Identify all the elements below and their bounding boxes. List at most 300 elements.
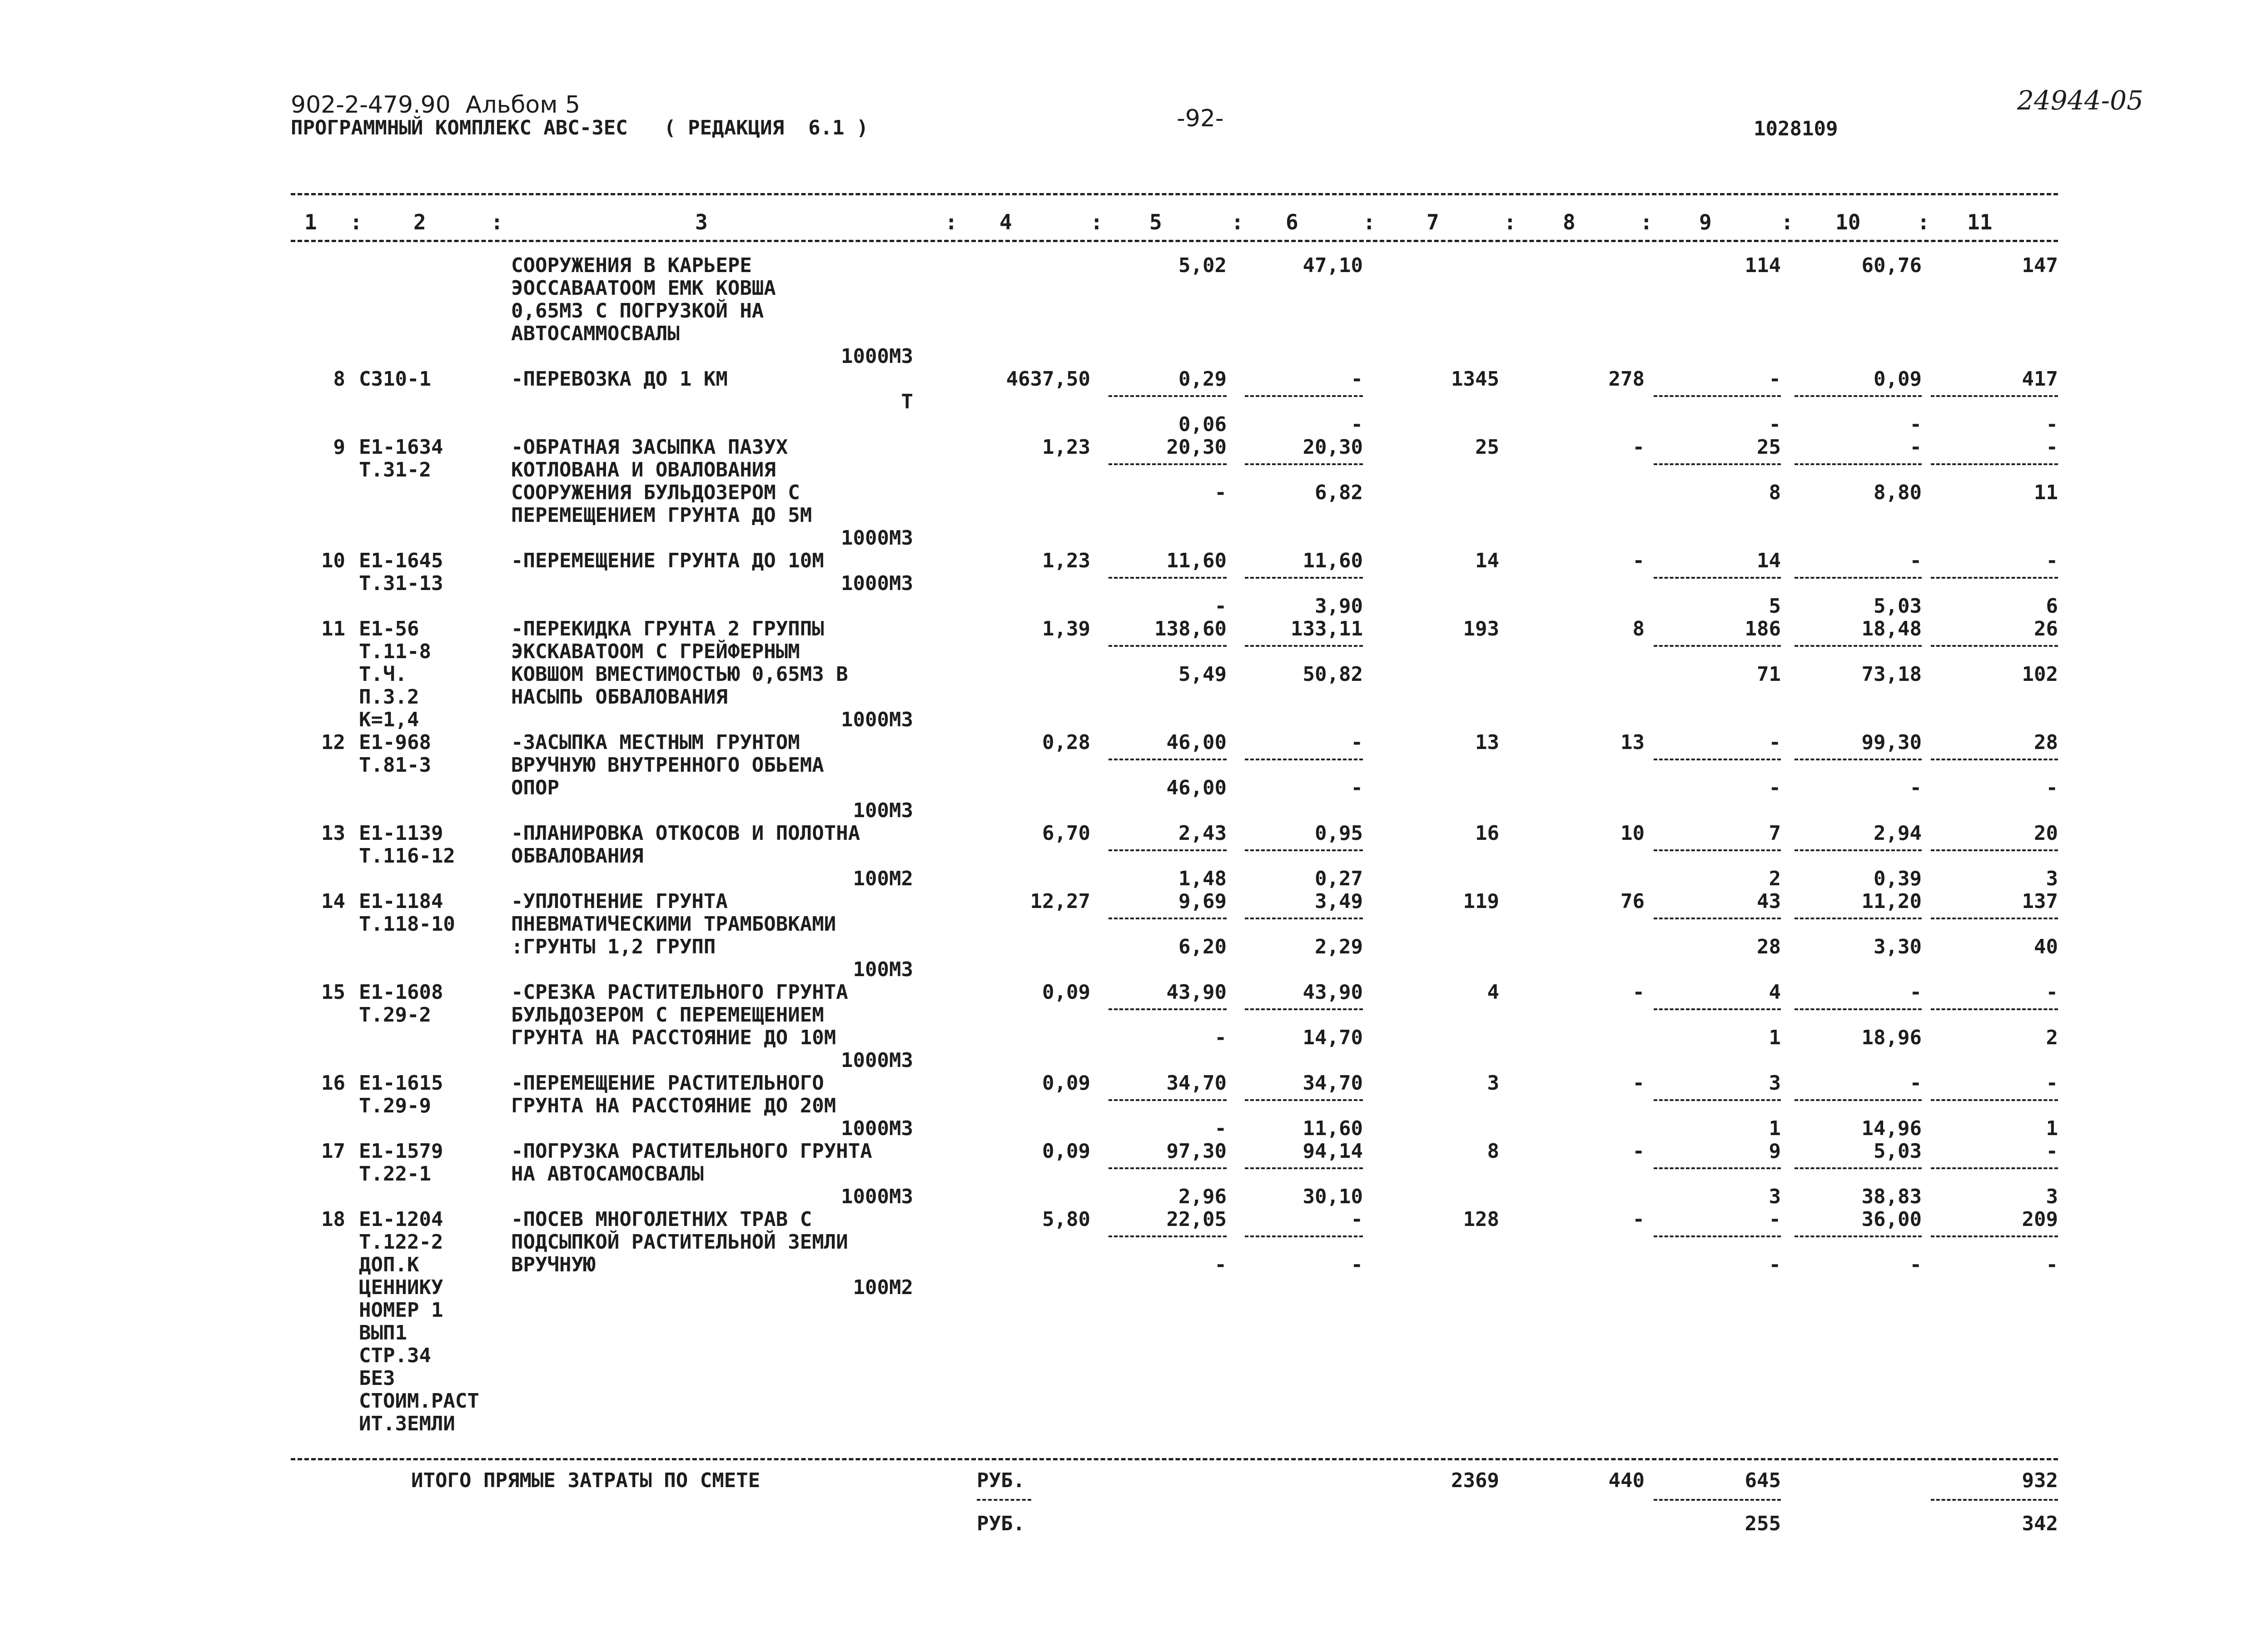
col7-value: 1345: [1451, 367, 1499, 391]
col9-second-value: 1: [1769, 1026, 1781, 1049]
totals-col8: 440: [1608, 1469, 1645, 1492]
col9-value: 4: [1769, 981, 1781, 1004]
col11-value: -: [2046, 1072, 2058, 1095]
item-code: Т.116-12: [359, 844, 455, 868]
col10-value: 36,00: [1861, 1208, 1922, 1231]
row-number: 9: [333, 436, 345, 459]
item-description: НАСЫПЬ ОБВАЛОВАНИЯ: [511, 685, 728, 709]
item-description: ВРУЧНУЮ: [511, 1253, 596, 1276]
sub-rule-col5: [1109, 1235, 1227, 1237]
col11-value: -: [2046, 1140, 2058, 1163]
row-number: 8: [333, 367, 345, 391]
col6-second-value: 2,29: [1315, 935, 1363, 958]
col5-second-value: -: [1214, 481, 1227, 504]
item-code: ВЫП1: [359, 1321, 407, 1344]
row-number: 16: [321, 1072, 345, 1095]
item-code: Т.118-10: [359, 913, 455, 936]
item-unit: 100М3: [853, 958, 913, 981]
col5-value: 22,05: [1166, 1208, 1227, 1231]
item-code: Т.29-2: [359, 1003, 431, 1027]
item-code: Е1-1204: [359, 1208, 443, 1231]
col4-quantity: 1,23: [1042, 549, 1090, 572]
col7-value: 25: [1475, 436, 1499, 459]
col5-value: 2,43: [1178, 822, 1227, 845]
sub-rule-col10: [1795, 1167, 1922, 1169]
col9-second-value: 28: [1757, 935, 1781, 958]
col7-value: 119: [1463, 890, 1499, 913]
item-unit: 1000М3: [841, 1117, 913, 1140]
totals-currency-1: РУБ.: [977, 1469, 1025, 1492]
col6-second-value: 6,82: [1315, 481, 1363, 504]
col5-second-value: 6,20: [1178, 935, 1227, 958]
item-unit: 1000М3: [841, 526, 913, 550]
item-description: -УПЛОТНЕНИЕ ГРУНТА: [511, 890, 728, 913]
row-number: 12: [321, 731, 345, 754]
row-number: 14: [321, 890, 345, 913]
col9-value: 186: [1745, 617, 1781, 640]
col6-second-value: 0,27: [1315, 867, 1363, 890]
col4-quantity: 1,23: [1042, 436, 1090, 459]
col7-value: 3: [1487, 1072, 1499, 1095]
item-description: -ПЛАНИРОВКА ОТКОСОВ И ПОЛОТНА: [511, 822, 860, 845]
col11-second-value: 6: [2046, 595, 2058, 618]
col10-value: 11,20: [1861, 890, 1922, 913]
sub-rule-col6: [1245, 395, 1363, 397]
col9-second-value: 2: [1769, 867, 1781, 890]
item-description: :ГРУНТЫ 1,2 ГРУПП: [511, 935, 716, 958]
item-unit: 1000М3: [841, 345, 913, 368]
totals-rule: [291, 1458, 2058, 1460]
col11-second-value: 102: [2022, 663, 2058, 686]
col6-value: 3,49: [1315, 890, 1363, 913]
sub-rule-col10: [1795, 1235, 1922, 1237]
item-description: ОПОР: [511, 776, 559, 799]
item-description: ЭКСКАВАТООМ С ГРЕЙФЕРНЫМ: [511, 640, 800, 663]
col10-second-value: 5,03: [1874, 595, 1922, 618]
totals-col11: 932: [2022, 1469, 2058, 1492]
sub-rule-col10: [1795, 463, 1922, 465]
col5-second-value: -: [1214, 595, 1227, 618]
item-code: НОМЕР 1: [359, 1299, 443, 1322]
item-code: Е1-1645: [359, 549, 443, 572]
col10-value: 0,09: [1874, 367, 1922, 391]
row-number: 13: [321, 822, 345, 845]
col9-value: 114: [1745, 254, 1781, 277]
col7-value: 128: [1463, 1208, 1499, 1231]
col6-second-value: -: [1351, 413, 1363, 436]
col8-value: 76: [1621, 890, 1645, 913]
sub-rule-col9: [1654, 395, 1781, 397]
column-separator: :: [1781, 210, 1794, 234]
col5-second-value: -: [1214, 1026, 1227, 1049]
item-unit: 1000М3: [841, 708, 913, 731]
col8-value: 10: [1621, 822, 1645, 845]
column-header-2: 2: [413, 210, 426, 234]
item-code: Е1-968: [359, 731, 431, 754]
row-number: 15: [321, 981, 345, 1004]
col4-quantity: 1,39: [1042, 617, 1090, 640]
col5-value: 34,70: [1166, 1072, 1227, 1095]
sub-rule-col5: [1109, 1008, 1227, 1010]
col7-value: 14: [1475, 549, 1499, 572]
col10-value: -: [1909, 436, 1922, 459]
col9-value: 25: [1757, 436, 1781, 459]
totals-sub-rule-cur: [977, 1499, 1031, 1501]
column-header-11: 11: [1967, 210, 1993, 234]
totals-col11-second: 342: [2022, 1512, 2058, 1535]
item-code: К=1,4: [359, 708, 419, 731]
sub-rule-col5: [1109, 759, 1227, 760]
column-separator: :: [491, 210, 503, 234]
col11-value: 137: [2022, 890, 2058, 913]
col6-second-value: 11,60: [1302, 1117, 1363, 1140]
sub-rule-col9: [1654, 463, 1781, 465]
item-code: Е1-1634: [359, 436, 443, 459]
col11-second-value: 40: [2034, 935, 2058, 958]
col5-second-value: 1,48: [1178, 867, 1227, 890]
sub-rule-col10: [1795, 577, 1922, 579]
item-code: ДОП.К: [359, 1253, 419, 1276]
col9-second-value: -: [1769, 413, 1781, 436]
item-description: -ПЕРЕМЕЩЕНИЕ ГРУНТА ДО 10М: [511, 549, 824, 572]
sub-rule-col6: [1245, 645, 1363, 647]
col4-quantity: 5,80: [1042, 1208, 1090, 1231]
sub-rule-col6: [1245, 759, 1363, 760]
col8-value: -: [1632, 1140, 1645, 1163]
col9-value: 14: [1757, 549, 1781, 572]
col11-value: -: [2046, 549, 2058, 572]
col6-value: 11,60: [1302, 549, 1363, 572]
sub-rule-col6: [1245, 849, 1363, 851]
col9-second-value: 71: [1757, 663, 1781, 686]
sub-rule-col9: [1654, 849, 1781, 851]
col11-value: 417: [2022, 367, 2058, 391]
col8-value: -: [1632, 549, 1645, 572]
item-description: БУЛЬДОЗЕРОМ С ПЕРЕМЕЩЕНИЕМ: [511, 1003, 824, 1027]
col11-second-value: 11: [2034, 481, 2058, 504]
sub-rule-col6: [1245, 1008, 1363, 1010]
col8-value: -: [1632, 1072, 1645, 1095]
item-description: ГРУНТА НА РАССТОЯНИЕ ДО 10М: [511, 1026, 836, 1049]
item-description: -ПОГРУЗКА РАСТИТЕЛЬНОГО ГРУНТА: [511, 1140, 872, 1163]
totals-sub-rule-11: [1931, 1499, 2058, 1501]
col11-value: 209: [2022, 1208, 2058, 1231]
item-description: -ПЕРЕМЕЩЕНИЕ РАСТИТЕЛЬНОГО: [511, 1072, 824, 1095]
column-separator: :: [945, 210, 958, 234]
item-unit: 100М3: [853, 799, 913, 822]
sub-rule-col5: [1109, 645, 1227, 647]
sub-rule-col9: [1654, 918, 1781, 919]
column-separator: :: [1231, 210, 1244, 234]
sub-rule-col10: [1795, 1099, 1922, 1101]
col10-value: -: [1909, 1072, 1922, 1095]
item-description: -ПЕРЕКИДКА ГРУНТА 2 ГРУППЫ: [511, 617, 824, 640]
sub-rule-col6: [1245, 1099, 1363, 1101]
col6-value: 43,90: [1302, 981, 1363, 1004]
item-description: 0,65М3 С ПОГРУЗКОЙ НА: [511, 299, 764, 322]
col7-value: 193: [1463, 617, 1499, 640]
col10-second-value: 3,30: [1874, 935, 1922, 958]
col6-value: 47,10: [1302, 254, 1363, 277]
sub-rule-col5: [1109, 849, 1227, 851]
item-code: С310-1: [359, 367, 431, 391]
col11-second-value: -: [2046, 1253, 2058, 1276]
col4-quantity: 4637,50: [1006, 367, 1090, 391]
item-description: ГРУНТА НА РАССТОЯНИЕ ДО 20М: [511, 1094, 836, 1117]
item-code: Е1-56: [359, 617, 419, 640]
col10-second-value: 0,39: [1874, 867, 1922, 890]
item-code: Т.29-9: [359, 1094, 431, 1117]
col9-second-value: 5: [1769, 595, 1781, 618]
col6-second-value: 3,90: [1315, 595, 1363, 618]
col11-second-value: 1: [2046, 1117, 2058, 1140]
item-code: П.3.2: [359, 685, 419, 709]
col4-quantity: 12,27: [1030, 890, 1090, 913]
item-description: ЭОССАВААТООМ ЕМК КОВША: [511, 277, 776, 300]
row-number: 10: [321, 549, 345, 572]
item-description: СООРУЖЕНИЯ В КАРЬЕРЕ: [511, 254, 752, 277]
item-code: Т.31-2: [359, 458, 431, 481]
document-code: 902-2-479.90 Альбом 5: [291, 91, 581, 119]
item-code: Е1-1139: [359, 822, 443, 845]
item-code: Е1-1184: [359, 890, 443, 913]
col6-value: 133,11: [1291, 617, 1363, 640]
col11-value: 20: [2034, 822, 2058, 845]
column-header-10: 10: [1835, 210, 1861, 234]
col9-value: -: [1769, 367, 1781, 391]
col6-second-value: 14,70: [1302, 1026, 1363, 1049]
col6-second-value: 50,82: [1302, 663, 1363, 686]
column-header-9: 9: [1699, 210, 1712, 234]
column-separator: :: [350, 210, 363, 234]
col10-value: -: [1909, 981, 1922, 1004]
sub-rule-col10: [1795, 1008, 1922, 1010]
col8-value: -: [1632, 436, 1645, 459]
sub-rule-col6: [1245, 463, 1363, 465]
sub-rule-col6: [1245, 577, 1363, 579]
totals-label: ИТОГО ПРЯМЫЕ ЗАТРАТЫ ПО СМЕТЕ: [411, 1469, 761, 1492]
program-title: ПРОГРАММНЫЙ КОМПЛЕКС АВС-3ЕС ( РЕДАКЦИЯ 6.1 ): [291, 116, 869, 139]
col7-value: 13: [1475, 731, 1499, 754]
sub-rule-col9: [1654, 1008, 1781, 1010]
item-unit: Т: [901, 390, 913, 413]
sub-rule-col11: [1931, 645, 2058, 647]
col7-value: 4: [1487, 981, 1499, 1004]
col9-value: -: [1769, 731, 1781, 754]
totals-col9: 645: [1745, 1469, 1781, 1492]
column-separator: :: [1917, 210, 1930, 234]
item-description: -СРЕЗКА РАСТИТЕЛЬНОГО ГРУНТА: [511, 981, 848, 1004]
col9-second-value: 3: [1769, 1185, 1781, 1208]
totals-sub-rule-9: [1654, 1499, 1781, 1501]
col6-second-value: -: [1351, 776, 1363, 799]
column-separator: :: [1363, 210, 1376, 234]
col11-value: -: [2046, 981, 2058, 1004]
column-separator: :: [1640, 210, 1653, 234]
col8-value: 278: [1608, 367, 1645, 391]
column-header-6: 6: [1286, 210, 1298, 234]
col6-value: -: [1351, 367, 1363, 391]
col5-second-value: 2,96: [1178, 1185, 1227, 1208]
top-rule: [291, 193, 2058, 195]
sub-rule-col10: [1795, 918, 1922, 919]
col9-value: -: [1769, 1208, 1781, 1231]
col5-second-value: 0,06: [1178, 413, 1227, 436]
sub-rule-col10: [1795, 395, 1922, 397]
sub-rule-col11: [1931, 395, 2058, 397]
column-header-3: 3: [695, 210, 708, 234]
row-number: 18: [321, 1208, 345, 1231]
col10-second-value: 18,96: [1861, 1026, 1922, 1049]
col9-second-value: -: [1769, 776, 1781, 799]
col4-quantity: 0,09: [1042, 1072, 1090, 1095]
col5-value: 20,30: [1166, 436, 1227, 459]
col5-second-value: -: [1214, 1117, 1227, 1140]
sub-rule-col9: [1654, 645, 1781, 647]
item-code: Т.122-2: [359, 1230, 443, 1254]
sub-rule-col9: [1654, 577, 1781, 579]
col6-value: 20,30: [1302, 436, 1363, 459]
item-description: КОТЛОВАНА И ОВАЛОВАНИЯ: [511, 458, 776, 481]
col8-value: 13: [1621, 731, 1645, 754]
sub-rule-col9: [1654, 1167, 1781, 1169]
col6-value: -: [1351, 1208, 1363, 1231]
col6-value: 94,14: [1302, 1140, 1363, 1163]
col4-quantity: 6,70: [1042, 822, 1090, 845]
col6-value: 0,95: [1315, 822, 1363, 845]
col4-quantity: 0,09: [1042, 1140, 1090, 1163]
sub-rule-col6: [1245, 1235, 1363, 1237]
col9-second-value: 8: [1769, 481, 1781, 504]
col4-quantity: 0,28: [1042, 731, 1090, 754]
sub-rule-col11: [1931, 577, 2058, 579]
col10-value: 5,03: [1874, 1140, 1922, 1163]
col10-second-value: -: [1909, 413, 1922, 436]
item-description: НА АВТОСАМОСВАЛЫ: [511, 1162, 704, 1186]
col11-value: 28: [2034, 731, 2058, 754]
item-code: СТОИМ.РАСТ: [359, 1389, 479, 1413]
col8-value: -: [1632, 1208, 1645, 1231]
column-separator: :: [1504, 210, 1516, 234]
sub-rule-col5: [1109, 395, 1227, 397]
col9-value: 43: [1757, 890, 1781, 913]
col10-value: 2,94: [1874, 822, 1922, 845]
item-code: Е1-1579: [359, 1140, 443, 1163]
col6-value: -: [1351, 731, 1363, 754]
item-description: -ПОСЕВ МНОГОЛЕТНИХ ТРАВ С: [511, 1208, 812, 1231]
col6-value: 34,70: [1302, 1072, 1363, 1095]
item-code: Т.Ч.: [359, 663, 407, 686]
row-number: 17: [321, 1140, 345, 1163]
sub-rule-col9: [1654, 1235, 1781, 1237]
item-description: ВРУЧНУЮ ВНУТРЕННОГО ОБЬЕМА: [511, 754, 824, 777]
item-code: ИТ.ЗЕМЛИ: [359, 1412, 455, 1435]
sub-rule-col11: [1931, 759, 2058, 760]
sub-rule-col10: [1795, 849, 1922, 851]
column-header-7: 7: [1427, 210, 1439, 234]
col10-second-value: 8,80: [1874, 481, 1922, 504]
col9-value: 7: [1769, 822, 1781, 845]
sub-rule-col5: [1109, 463, 1227, 465]
sub-rule-col5: [1109, 1099, 1227, 1101]
col11-second-value: -: [2046, 776, 2058, 799]
col8-value: -: [1632, 981, 1645, 1004]
item-code: Е1-1608: [359, 981, 443, 1004]
totals-currency-2: РУБ.: [977, 1512, 1025, 1535]
col10-second-value: 14,96: [1861, 1117, 1922, 1140]
col5-value: 46,00: [1166, 731, 1227, 754]
col6-second-value: -: [1351, 1253, 1363, 1276]
col10-value: 99,30: [1861, 731, 1922, 754]
col9-value: 3: [1769, 1072, 1781, 1095]
item-description: -ЗАСЫПКА МЕСТНЫМ ГРУНТОМ: [511, 731, 800, 754]
sub-rule-col10: [1795, 759, 1922, 760]
item-code: Т.11-8: [359, 640, 431, 663]
col7-value: 16: [1475, 822, 1499, 845]
archive-stamp: 24944-05: [2017, 85, 2143, 116]
col4-quantity: 0,09: [1042, 981, 1090, 1004]
totals-col9-second: 255: [1745, 1512, 1781, 1535]
col10-second-value: 38,83: [1861, 1185, 1922, 1208]
col8-value: 8: [1632, 617, 1645, 640]
column-header-1: 1: [304, 210, 317, 234]
item-description: СООРУЖЕНИЯ БУЛЬДОЗЕРОМ С: [511, 481, 800, 504]
item-description: ПНЕВМАТИЧЕСКИМИ ТРАМБОВКАМИ: [511, 913, 836, 936]
sub-rule-col5: [1109, 918, 1227, 919]
col10-value: 60,76: [1861, 254, 1922, 277]
sub-rule-col5: [1109, 1167, 1227, 1169]
sub-rule-col11: [1931, 463, 2058, 465]
item-unit: 1000М3: [841, 1185, 913, 1208]
col5-second-value: 5,49: [1178, 663, 1227, 686]
col5-value: 11,60: [1166, 549, 1227, 572]
col10-second-value: -: [1909, 776, 1922, 799]
col5-value: 0,29: [1178, 367, 1227, 391]
sub-rule-col11: [1931, 849, 2058, 851]
col5-value: 43,90: [1166, 981, 1227, 1004]
sub-rule-col11: [1931, 1167, 2058, 1169]
document-id: 1028109: [1754, 117, 1838, 140]
sub-rule-col9: [1654, 759, 1781, 760]
col5-value: 9,69: [1178, 890, 1227, 913]
sub-rule-col9: [1654, 1099, 1781, 1101]
sub-rule-col11: [1931, 1235, 2058, 1237]
item-description: -ОБРАТНАЯ ЗАСЫПКА ПАЗУХ: [511, 436, 788, 459]
col7-value: 8: [1487, 1140, 1499, 1163]
col10-second-value: -: [1909, 1253, 1922, 1276]
item-description: ОБВАЛОВАНИЯ: [511, 844, 644, 868]
totals-col7: 2369: [1451, 1469, 1499, 1492]
item-code: СТР.34: [359, 1344, 431, 1367]
col10-value: -: [1909, 549, 1922, 572]
col6-second-value: 30,10: [1302, 1185, 1363, 1208]
row-number: 11: [321, 617, 345, 640]
col11-value: 147: [2022, 254, 2058, 277]
item-unit: 100М2: [853, 1276, 913, 1299]
item-code: БЕЗ: [359, 1367, 395, 1390]
item-description: КОВШОМ ВМЕСТИМОСТЬЮ 0,65М3 В: [511, 663, 848, 686]
sub-rule-col11: [1931, 1008, 2058, 1010]
item-unit: 100М2: [853, 867, 913, 890]
col5-value: 138,60: [1154, 617, 1227, 640]
col11-second-value: -: [2046, 413, 2058, 436]
col11-value: -: [2046, 436, 2058, 459]
item-code: Е1-1615: [359, 1072, 443, 1095]
item-description: -ПЕРЕВОЗКА ДО 1 КМ: [511, 367, 728, 391]
column-header-4: 4: [999, 210, 1012, 234]
col5-second-value: 46,00: [1166, 776, 1227, 799]
item-description: АВТОСАММОСВАЛЫ: [511, 322, 680, 345]
